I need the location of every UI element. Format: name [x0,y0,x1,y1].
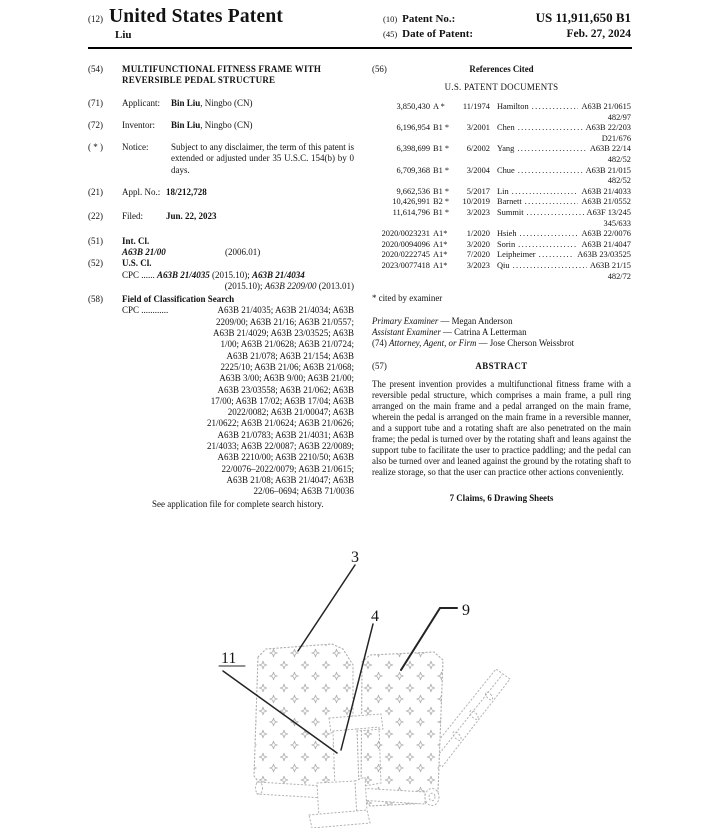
ref-number: 2020/0222745 [381,250,430,260]
notice-text: Subject to any disclaimer, the term of this patent is extended or adjusted under 35 U.S.C. 154(b) by 0 days. [171,142,354,175]
assistant-examiner: Assistant Examiner — Catrina A Letterman [372,327,527,338]
ref-date: 3/2001 [466,123,490,133]
ref-date: 3/2023 [466,260,490,270]
ref-inventor: Chen [497,123,515,133]
section-22-filed [88,211,354,222]
table-row [372,102,631,113]
ref-number: 10,426,991 [392,197,430,207]
ref-number: 2020/0094096 [381,239,430,249]
ref-number: 11,614,796 [392,207,430,217]
inventor-surname: Liu [115,29,132,41]
field-search-line: 2225/10; A63B 21/06; A63B 21/068; [220,361,354,372]
ref-kind: B1 * [433,186,450,196]
cpc-class: A63B 21/4034 [252,269,305,280]
claims-note: 7 Claims, 6 Drawing Sheets [449,493,554,504]
ref-inventor: Barnett [497,197,522,207]
field-code: (56) [372,64,387,74]
ref-date: 5/2017 [466,186,490,196]
filed-label: Filed: [122,211,144,222]
patent-no-value: US 11,911,650 B1 [535,10,631,25]
field-code: (58) [88,294,103,305]
patent-drawing [195,545,567,828]
section-58-field-search [88,294,354,510]
ref-class: A63B 21/0615 [581,102,631,111]
cpc-leader-label: CPC ............ [122,305,169,316]
dot-leader [512,187,579,198]
table-row [372,197,631,208]
ref-inventor: Lin [497,186,509,196]
patent-no-label: Patent No.: [402,13,456,25]
table-row [372,240,631,251]
field-search-line: A63B 2210/00; A63B 2210/50; A63B [217,452,354,463]
field-search-line: 21/4033; A63B 22/0087; A63B 22/0089; [206,441,354,452]
field-search-line: A63B 21/078; A63B 21/154; A63B [226,350,354,361]
ref-class-cont: 345/633 [603,218,631,228]
dot-leader [532,102,579,113]
table-row [372,208,631,219]
int-cl-version: (2006.01) [225,246,261,257]
cpc-version: (2015.10); [212,269,250,280]
field-search-line: 2209/00; A63B 21/16; A63B 21/0557; [215,316,354,327]
ref-inventor: Hamilton [497,102,529,111]
inventor-name: Bin Liu [171,119,201,130]
ref-date: 3/2023 [466,207,490,217]
field-code: (21) [88,187,103,198]
ds-code-10: (10) [383,14,398,24]
ref-date: 3/2004 [466,165,490,175]
dot-leader [527,208,584,219]
ref-inventor: Sorin [497,239,516,249]
abstract-text: The present invention provides a multifunctional fitness frame with a reversible pedal structure, which comprises a main frame, a pull ring arranged on the main frame and a pedal arranged on the main frame, wherein the pedal is arranged on the main frame in a reversible manner, and a support tube and a rotating shaft are also penetrated on the main frame; the pedal is turned over by the rotating shaft and leans against the support tube to facilitate the user to practice paddling; and the pedal can also be turned over and leaned against the ground by the rotating shaft to realize storage, so that the user can practice other actions conveniently. [372,379,631,478]
ref-class-cont: 482/97 [607,112,631,122]
references-table [372,102,631,282]
ref-date: 6/2002 [466,144,490,154]
section-72-inventor [88,120,354,131]
us-cl-line-2 [122,281,354,292]
field-search-label: Field of Classification Search [122,294,235,305]
table-row [372,144,631,155]
attorney-agent-firm: (74) Attorney, Agent, or Firm — Jose Cherson Weissbrot [372,338,575,349]
dot-leader [518,240,578,251]
invention-title: MULTIFUNCTIONAL FITNESS FRAME WITH REVERSIBLE PEDAL STRUCTURE [122,64,322,86]
field-code: (72) [88,119,103,130]
patent-date-label: Date of Patent: [402,28,474,40]
dot-leader [539,250,575,261]
inventor-label: Inventor: [122,119,155,130]
ref-kind: A1* [433,229,448,239]
int-cl-label: Int. Cl. [122,235,150,246]
field-code: (51) [88,235,103,246]
ref-class: A63B 21/015 [585,165,631,175]
ref-number: 2023/0077418 [381,260,430,270]
ref-class: A63B 21/4033 [581,186,631,196]
field-code: (52) [88,258,103,269]
ref-inventor: Qiu [497,260,510,270]
dot-leader [518,166,583,177]
patent-date-value: Feb. 27, 2024 [566,28,631,40]
int-cl-class: A63B 21/00 [122,246,166,257]
figure-ref-3: 3 [351,549,359,566]
ref-kind: A1* [433,260,448,270]
ref-class-cont: 482/72 [607,271,631,281]
field-search-line: 17/00; A63B 17/02; A63B 17/04; A63B [210,395,354,406]
field-search-line: A63B 21/4029; A63B 23/03525; A63B [212,328,354,339]
applicant-label: Applicant: [122,97,160,108]
us-cl-label: U.S. Cl. [122,258,152,269]
ref-inventor: Chue [497,165,515,175]
inventor-value [171,120,354,131]
left-column [88,64,354,521]
ref-inventor: Summit [497,207,524,217]
field-code: (54) [88,64,103,74]
applicant-name: Bin Liu [171,97,201,108]
applicant-value [171,98,354,109]
references-subtitle: U.S. PATENT DOCUMENTS [444,82,559,92]
ds-code-45: (45) [383,29,398,39]
appl-no-label: Appl. No.: [122,187,161,198]
ref-class-cont: 482/52 [607,176,631,186]
field-search-line: A63B 21/08; A63B 21/4047; A63B [226,474,354,485]
field-search-line: A63B 21/0783; A63B 21/4031; A63B [217,429,354,440]
field-search-line: A63B 23/03558; A63B 21/062; A63B [217,384,354,395]
cpc-class: A63B 21/4035 [157,269,210,280]
applicant-location: , Ningbo (CN) [200,97,253,108]
ref-class: A63B 22/14 [589,144,631,154]
ref-number: 6,398,699 [396,144,430,154]
dot-leader [513,261,587,272]
table-row [372,229,631,240]
field-search-line: 22/0076–2022/0079; A63B 21/0615; [221,463,354,474]
references-title: References Cited [469,64,534,74]
ref-class: A63B 23/03525 [577,250,631,260]
field-code: ( * ) [88,142,103,153]
table-row [372,250,631,261]
appl-no-value: 18/212,728 [166,187,207,198]
ref-number: 6,196,954 [396,123,430,133]
field-search-line: 22/06–0694; A63B 71/0036 [253,486,354,497]
abstract-title: ABSTRACT [475,361,528,372]
section-56-references [372,64,631,75]
ds-code-12: (12) [88,14,103,24]
ref-kind: B2 * [433,197,450,207]
ref-kind: B1 * [433,123,450,133]
section-21-appl-no [88,187,354,198]
header-right [383,10,631,42]
table-row [372,166,631,177]
cpc-version: (2015.10); [224,280,263,291]
right-column [372,64,631,504]
ref-date: 3/2020 [466,239,490,249]
ref-class: A63B 21/15 [589,260,631,270]
ref-number: 9,662,536 [396,186,430,196]
table-row [372,261,631,272]
ref-kind: A1* [433,239,448,249]
ref-inventor: Yang [497,144,515,154]
cited-by-examiner-note: * cited by examiner [372,293,443,304]
ref-class: A63B 21/0552 [581,197,631,207]
cpc-version: (2013.01) [318,280,354,291]
ref-date: 11/1974 [462,102,490,111]
field-code: (71) [88,97,103,108]
page-title: United States Patent [109,6,284,27]
ref-number: 3,850,430 [396,102,430,111]
examiner-block [372,316,631,349]
us-cl-line-1 [122,270,354,281]
table-row [372,187,631,198]
ref-inventor: Leipheimer [497,250,536,260]
header-rule [88,47,632,49]
header-left [88,6,368,41]
filed-value: Jun. 22, 2023 [166,211,217,222]
ref-date: 7/2020 [466,250,490,260]
primary-examiner: Primary Examiner — Megan Anderson [372,316,513,327]
ref-number: 6,709,368 [396,165,430,175]
leader-line-3 [298,565,355,651]
ref-kind: A * [433,102,445,111]
field-search-line: 21/0622; A63B 21/0624; A63B 21/0626; [206,418,354,429]
field-code: (57) [372,361,387,372]
section-51-int-cl [88,236,354,259]
field-search-line: CPC ............ A63B 21/4035; A63B 21/4034; A63B [122,305,354,316]
cpc-class: A63B 2209/00 [264,280,317,291]
dot-leader [517,144,587,155]
ref-date: 1/2020 [466,229,490,239]
ref-kind: B1 * [433,207,450,217]
ref-class: A63B 22/203 [585,123,631,133]
ref-kind: A1* [433,250,448,260]
section-71-applicant [88,98,354,109]
figure-ref-4: 4 [371,608,379,625]
dot-leader [518,123,583,134]
section-notice [88,142,354,176]
ref-date: 10/2019 [462,197,490,207]
field-search-line: 2022/0082; A63B 21/00047; A63B [227,407,354,418]
figure-ref-11: 11 [221,650,237,667]
ref-class-cont: D21/676 [601,133,631,143]
figure-ref-9: 9 [462,602,470,619]
ref-kind: B1 * [433,144,450,154]
section-57-abstract [372,361,631,372]
ref-kind: B1 * [433,165,450,175]
field-code: (22) [88,211,103,222]
field-search-line: A63B 3/00; A63B 9/00; A63B 21/00; [219,373,354,384]
inventor-location: , Ningbo (CN) [200,119,253,130]
dot-leader [520,229,579,240]
ref-class: A63F 13/245 [586,207,631,217]
search-history-note: See application file for complete search history. [152,498,324,509]
dot-leader [525,197,579,208]
notice-label: Notice: [122,142,149,153]
section-54-title [88,64,354,87]
ref-class-cont: 482/52 [607,154,631,164]
field-search-line: 1/00; A63B 21/0628; A63B 21/0724; [220,339,354,350]
ref-number: 2020/0023231 [381,229,430,239]
cpc-label: CPC ...... [122,269,155,280]
ref-class: A63B 22/0076 [581,229,631,239]
ref-class: A63B 21/4047 [581,239,631,249]
table-row [372,123,631,134]
section-52-us-cl [88,258,354,292]
ref-inventor: Hsieh [497,229,517,239]
